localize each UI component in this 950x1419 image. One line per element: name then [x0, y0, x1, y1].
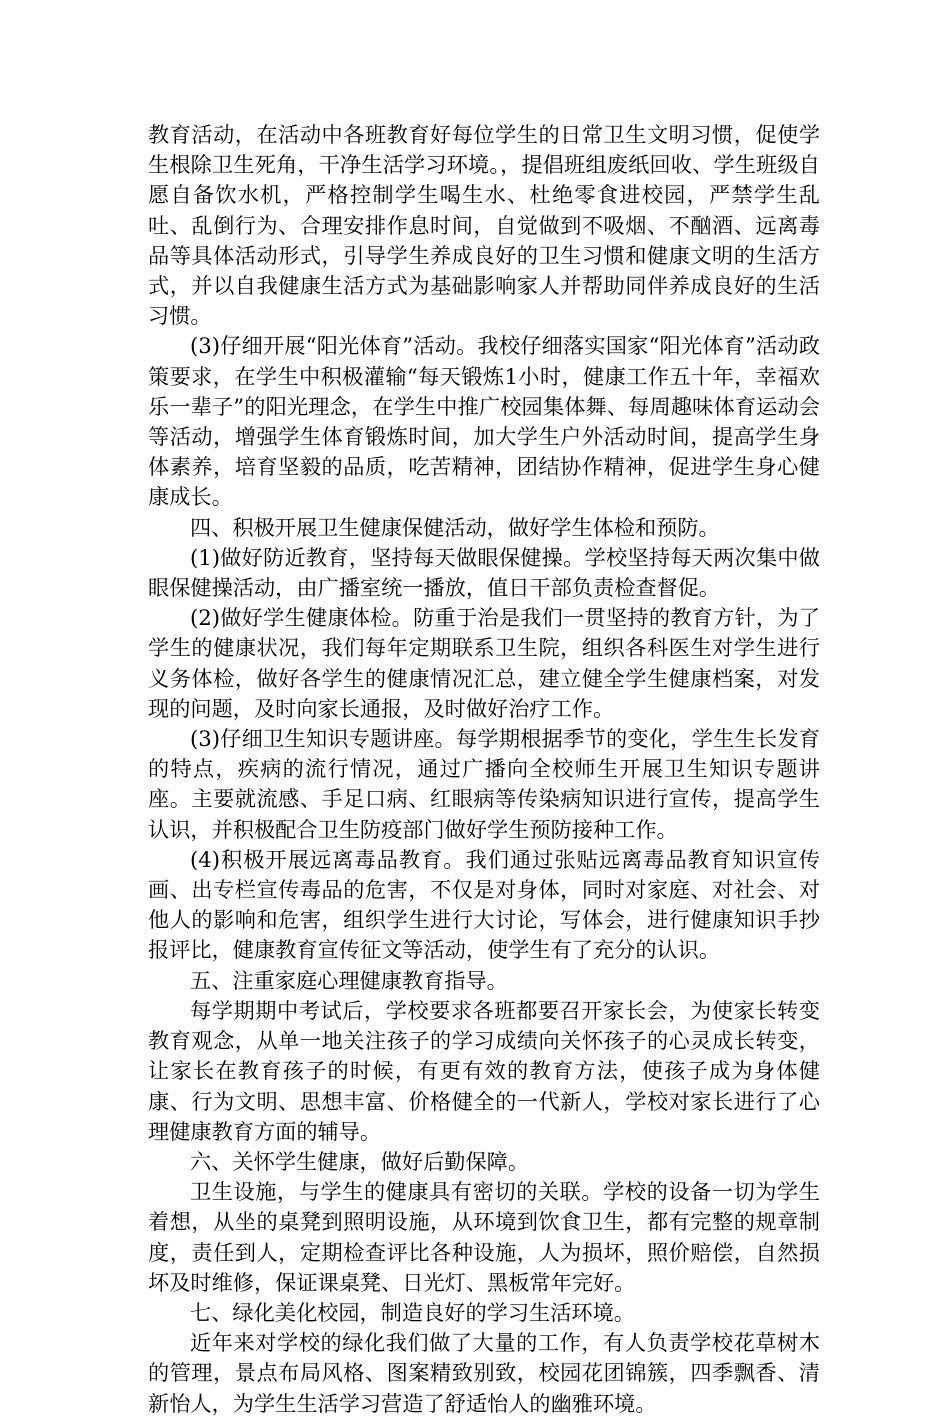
section-heading-logistics: 六、关怀学生健康，做好后勤保障。 — [190, 1148, 530, 1174]
paragraph-campus-greening: 近年来对学校的绿化我们做了大量的工作，有人负责学校花草树木的管理，景点布局风格、图案精致别致，校园花团锦簇，四季飘香、清新怡人，为学生生活学习营造了舒适怡人的幽雅环境。 — [148, 1330, 820, 1416]
document-page — [148, 120, 820, 1419]
section-heading-greening: 七、绿化美化校园，制造良好的学习生活环境。 — [190, 1299, 635, 1325]
section-heading-family-guidance: 五、注重家庭心理健康教育指导。 — [190, 967, 508, 993]
paragraph-anti-drug-education: (4)积极开展远离毒品教育。我们通过张贴远离毒品教育知识宣传画、出专栏宣传毒品的危害，不仅是对身体，同时对家庭、对社会、对他人的影响和危害，组织学生进行大讨论，写体会，进行健康知识手抄报评比，健康教育宣传征文等活动，使学生有了充分的认识。 — [148, 846, 820, 963]
paragraph-health-checkup: (2)做好学生健康体检。防重于治是我们一贯坚持的教育方针，为了学生的健康状况，我们每年定期联系卫生院，组织各科医生对学生进行义务体检，做好各学生的健康情况汇总，建立健全学生健康档案，对发现的问题，及时向家长通报，及时做好治疗工作。 — [148, 605, 820, 721]
paragraph-hygiene-habits: 教育活动，在活动中各班教育好每位学生的日常卫生文明习惯，促使学生根除卫生死角，干净生活学习环境。，提倡班组废纸回收、学生班级自愿自备饮水机，严格控制学生喝生水、杜绝零食进校园，严禁学生乱吐、乱倒行为、合理安排作息时间，自觉做到不吸烟、不酗酒、远离毒品等具体活动形式，引导学生养成良好的卫生习惯和健康文明的生活方式，并以自我健康生活方式为基础影响家人并帮助同伴养成良好的生活习惯。 — [148, 122, 820, 329]
paragraph-facilities: 卫生设施，与学生的健康具有密切的关联。学校的设备一切为学生着想，从坐的桌凳到照明设施，从环境到饮食卫生，都有完整的规章制度，责任到人，定期检查评比各种设施，人为损坏，照价赔偿，自然损坏及时维修，保证课桌凳、日光灯、黑板常年完好。 — [148, 1179, 820, 1295]
paragraph-hygiene-lectures: (3)仔细卫生知识专题讲座。每学期根据季节的变化，学生生长发育的特点，疾病的流行情况，通过广播向全校师生开展卫生知识专题讲座。主要就流感、手足口病、红眼病等传染病知识进行宣传，提高学生认识，并积极配合卫生防疫部门做好学生预防接种工作。 — [148, 726, 820, 842]
paragraph-parent-meetings: 每学期期中考试后，学校要求各班都要召开家长会，为使家长转变教育观念，从单一地关注孩子的学习成绩向关怀孩子的心灵成长转变，让家长在教育孩子的时候，有更有效的教育方法，使孩子成为身体健康、行为文明、思想丰富、价格健全的一代新人，学校对家长进行了心理健康教育方面的辅导。 — [148, 997, 820, 1144]
section-heading-health-care: 四、积极开展卫生健康保健活动，做好学生体检和预防。 — [190, 514, 720, 540]
paragraph-eye-exercises: (1)做好防近教育，坚持每天做眼保健操。学校坚持每天两次集中做眼保健操活动，由广播室统一播放，值日干部负责检查督促。 — [148, 544, 820, 601]
paragraph-sunshine-sports: (3)仔细开展“阳光体育”活动。我校仔细落实国家“阳光体育”活动政策要求，在学生中积极灌输“每天锻炼1小时，健康工作五十年，幸福欢乐一辈子”的阳光理念，在学生中推广校园集体舞、每周趣味体育运动会等活动，增强学生体育锻炼时间，加大学生户外活动时间，提高学生身体素养，培育坚毅的品质，吃苦精神，团结协作精神，促进学生身心健康成长。 — [148, 333, 820, 510]
